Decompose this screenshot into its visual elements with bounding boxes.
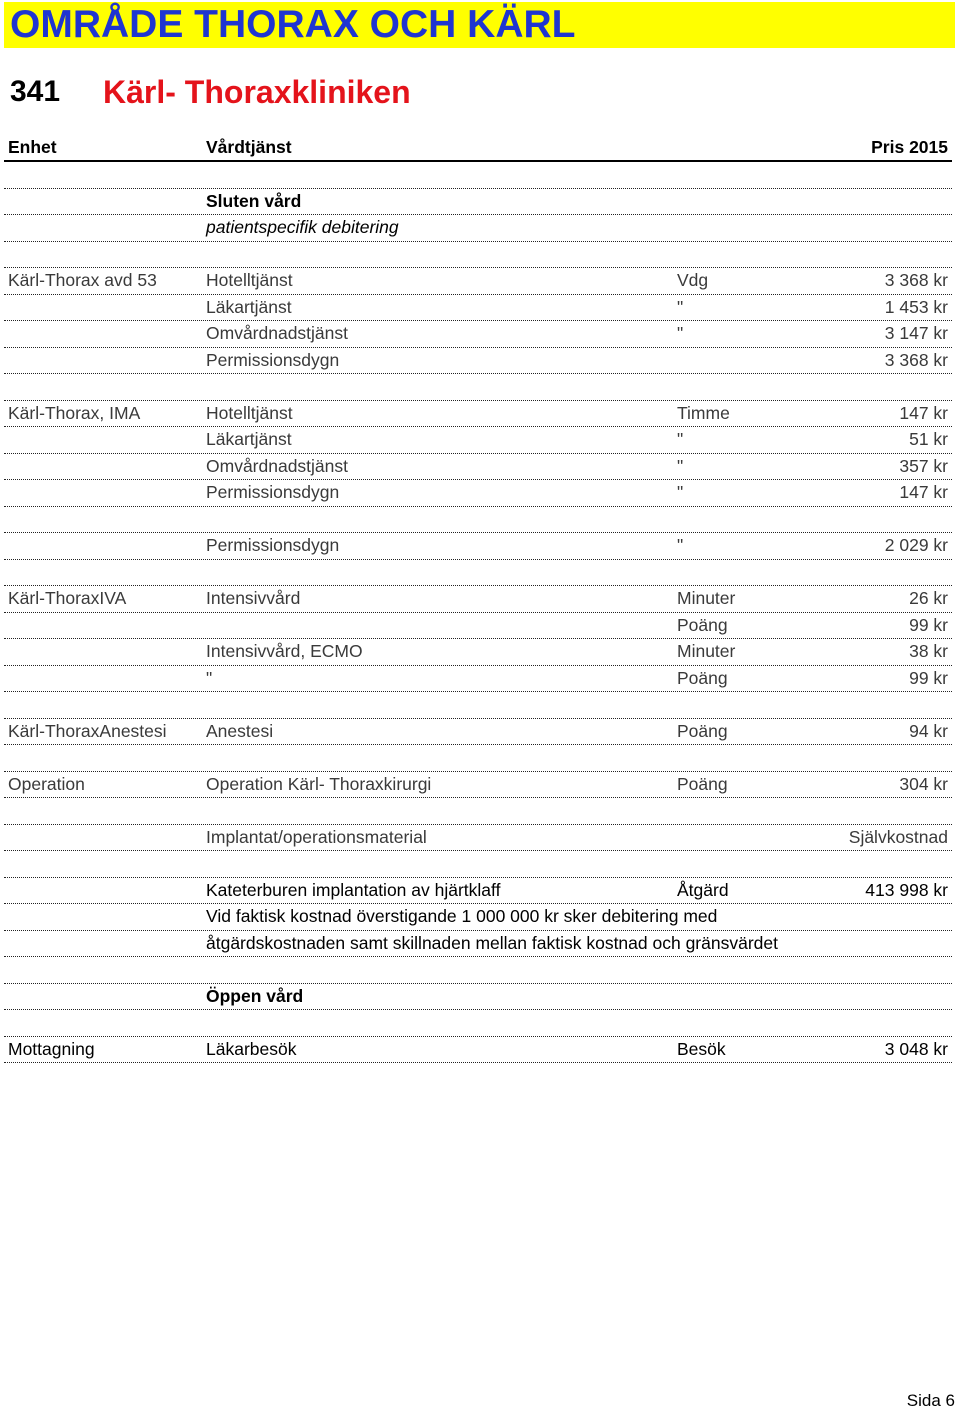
table-row: [4, 268, 952, 295]
service-cell: Permissionsdygn: [206, 535, 340, 555]
table-row: [4, 586, 952, 613]
measure-cell: Poäng: [677, 720, 728, 741]
table-row-spacer: [4, 162, 952, 189]
page-number: Sida 6: [906, 1391, 955, 1410]
service-cell: Omvårdnadstjänst: [206, 323, 349, 343]
clinic-code: 341: [10, 75, 61, 108]
table-row: [4, 639, 952, 666]
unit-cell: Kärl-ThoraxAnestesi: [8, 720, 167, 741]
measure-cell: Besök: [677, 1038, 726, 1059]
header-service: Vårdtjänst: [206, 137, 292, 157]
table-row: [4, 825, 952, 852]
service-cell: Permissionsdygn: [206, 349, 340, 370]
service-cell: Intensivvård, ECMO: [206, 641, 363, 661]
table-row-spacer: [4, 692, 952, 719]
price-table: [4, 162, 952, 1063]
table-row: [4, 613, 952, 640]
price-cell: 94 kr: [909, 720, 948, 741]
table-row: [4, 321, 952, 348]
table-row: [4, 454, 952, 481]
measure-cell: Vdg: [677, 270, 709, 290]
price-cell: Självkostnad: [848, 826, 948, 847]
service-cell: Intensivvård: [206, 588, 301, 608]
clinic-heading: [0, 72, 960, 112]
table-row-spacer: [4, 242, 952, 269]
unit-cell: Kärl-Thorax, IMA: [8, 402, 141, 423]
measure-cell: Timme: [677, 402, 730, 423]
measure-cell: Minuter: [677, 588, 736, 608]
price-cell: 3 048 kr: [884, 1038, 948, 1059]
service-cell: Implantat/operationsmaterial: [206, 826, 427, 847]
section-heading-sluten-vard: [4, 189, 952, 216]
unit-cell: Kärl-ThoraxIVA: [8, 588, 127, 608]
service-cell: Läkarbesök: [206, 1038, 297, 1059]
price-cell: 99 kr: [909, 667, 948, 688]
table-row: [4, 878, 952, 905]
price-cell: 3 368 kr: [884, 349, 948, 370]
header-unit: Enhet: [8, 137, 57, 157]
area-banner: [4, 2, 955, 48]
note-text: Vid faktisk kostnad överstigande 1 000 000 kr sker debitering med: [206, 906, 718, 926]
table-row-spacer: [4, 374, 952, 401]
table-row: [4, 348, 952, 375]
table-row: [4, 401, 952, 428]
price-cell: 357 kr: [899, 455, 948, 476]
note-text: åtgärdskostnaden samt skillnaden mellan faktisk kostnad och gränsvärdet: [206, 932, 778, 953]
section-heading-oppen-vard: [4, 984, 952, 1011]
price-cell: 38 kr: [909, 641, 948, 661]
unit-cell: Mottagning: [8, 1038, 95, 1059]
service-cell: Hotelltjänst: [206, 402, 293, 423]
table-row: [4, 533, 952, 560]
table-row-spacer: [4, 798, 952, 825]
measure-cell: ": [677, 323, 684, 343]
service-cell: Hotelltjänst: [206, 270, 293, 290]
price-cell: 3 368 kr: [884, 270, 948, 290]
measure-cell: Minuter: [677, 641, 736, 661]
price-cell: 147 kr: [899, 482, 948, 502]
price-cell: 1 453 kr: [884, 296, 948, 317]
section-note: [4, 215, 952, 242]
price-cell: 3 147 kr: [884, 323, 948, 343]
price-cell: 99 kr: [909, 614, 948, 635]
clinic-name: Kärl- Thoraxkliniken: [103, 74, 411, 110]
unit-cell: Operation: [8, 773, 85, 794]
price-cell: 413 998 kr: [865, 879, 948, 900]
price-cell: 26 kr: [909, 588, 948, 608]
table-row: [4, 427, 952, 454]
measure-cell: ": [677, 429, 684, 449]
header-price: Pris 2015: [871, 137, 948, 157]
table-row-spacer: [4, 560, 952, 587]
table-row-spacer: [4, 851, 952, 878]
table-row: [4, 719, 952, 746]
measure-cell: ": [677, 296, 684, 317]
section-title: Sluten vård: [206, 190, 302, 211]
service-cell: Omvårdnadstjänst: [206, 455, 349, 476]
service-cell: Läkartjänst: [206, 296, 292, 317]
table-row-note: [4, 904, 952, 931]
price-cell: 304 kr: [899, 773, 948, 794]
table-row: [4, 480, 952, 507]
price-cell: 147 kr: [899, 402, 948, 423]
table-row: [4, 295, 952, 322]
price-cell: 51 kr: [909, 429, 948, 449]
unit-cell: Kärl-Thorax avd 53: [8, 270, 157, 290]
section-title: Öppen vård: [206, 985, 304, 1006]
table-header: [4, 135, 952, 162]
measure-cell: Poäng: [677, 667, 728, 688]
measure-cell: Poäng: [677, 614, 728, 635]
measure-cell: Åtgärd: [677, 879, 729, 900]
table-row-note: [4, 931, 952, 958]
table-row-spacer: [4, 507, 952, 534]
area-title: OMRÅDE THORAX OCH KÄRL: [10, 3, 576, 46]
service-cell: Anestesi: [206, 720, 274, 741]
price-cell: 2 029 kr: [884, 535, 948, 555]
measure-cell: ": [677, 455, 684, 476]
table-row-spacer: [4, 1010, 952, 1037]
table-row-spacer: [4, 745, 952, 772]
measure-cell: ": [677, 535, 684, 555]
service-cell: ": [206, 667, 213, 688]
measure-cell: ": [677, 482, 684, 502]
measure-cell: Poäng: [677, 773, 728, 794]
table-row: [4, 666, 952, 693]
service-cell: Läkartjänst: [206, 429, 292, 449]
table-row-spacer: [4, 957, 952, 984]
service-cell: Kateterburen implantation av hjärtklaff: [206, 879, 501, 900]
service-cell: Permissionsdygn: [206, 482, 340, 502]
table-row: [4, 772, 952, 799]
service-cell: Operation Kärl- Thoraxkirurgi: [206, 773, 432, 794]
section-note-text: patientspecifik debitering: [206, 217, 399, 237]
table-row: [4, 1037, 952, 1064]
